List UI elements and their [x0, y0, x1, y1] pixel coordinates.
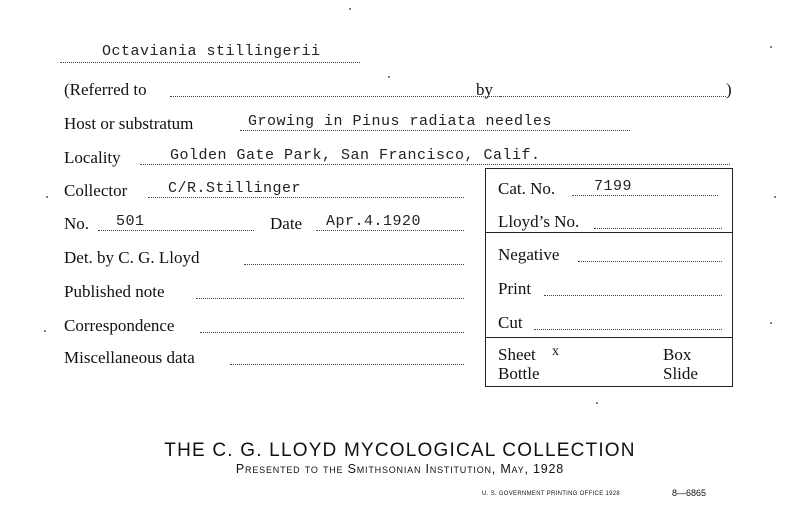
lloyd-line — [594, 228, 722, 229]
host-value: Growing in Pinus radiata needles — [248, 113, 553, 130]
by-line — [500, 96, 726, 97]
correspondence-line — [200, 332, 464, 333]
det-line — [244, 264, 464, 265]
printing-office-note: U. S. GOVERNMENT PRINTING OFFICE 1928 — [482, 491, 621, 497]
collector-value: C/R.Stillinger — [168, 180, 302, 197]
cut-label: Cut — [498, 313, 523, 332]
lloyd-label: Lloyd’s No. — [498, 212, 580, 231]
form-number: 8—6865 — [672, 488, 707, 498]
speck-5 — [770, 46, 772, 48]
print-line — [544, 295, 722, 296]
correspondence-label: Correspondence — [64, 316, 175, 335]
box-divider-2 — [486, 337, 732, 338]
close-paren: ) — [726, 80, 732, 99]
speck-6 — [774, 196, 776, 198]
host-label: Host or substratum — [64, 114, 194, 133]
collection-subtitle: Presented to the Smithsonian Institution, May, 1928 — [235, 462, 565, 476]
speck-4 — [44, 330, 46, 332]
collection-title: THE C. G. LLOYD MYCOLOGICAL COLLECTION — [164, 440, 636, 461]
speck-1 — [349, 8, 351, 10]
bottle-label: Bottle — [498, 364, 540, 383]
species-name: Octaviania stillingerii — [102, 43, 321, 60]
cat-label: Cat. No. — [498, 179, 556, 198]
published-label: Published note — [64, 282, 165, 301]
cut-line — [534, 329, 722, 330]
negative-label: Negative — [498, 245, 560, 264]
cat-value: 7199 — [594, 178, 633, 195]
published-line — [196, 298, 464, 299]
locality-value: Golden Gate Park, San Francisco, Calif. — [170, 147, 541, 164]
number-label: No. — [64, 214, 90, 233]
sheet-mark: x — [552, 344, 559, 359]
number-value: 501 — [116, 213, 145, 230]
negative-line — [578, 261, 722, 262]
slide-label: Slide — [663, 364, 698, 383]
collector-label: Collector — [64, 181, 128, 200]
referred-to-line — [170, 96, 526, 97]
speck-2 — [388, 76, 390, 78]
referred-to-label: (Referred to — [64, 80, 147, 99]
date-value: Apr.4.1920 — [326, 213, 422, 230]
misc-label: Miscellaneous data — [64, 348, 195, 367]
box-label: Box — [663, 345, 692, 364]
sheet-label: Sheet — [498, 345, 536, 364]
date-label: Date — [270, 214, 303, 233]
speck-3 — [46, 196, 48, 198]
speck-7 — [770, 322, 772, 324]
catalog-box — [485, 168, 733, 387]
misc-line — [230, 364, 464, 365]
det-label: Det. by C. G. Lloyd — [64, 248, 200, 267]
speck-8 — [596, 402, 598, 404]
print-label: Print — [498, 279, 532, 298]
locality-label: Locality — [64, 148, 121, 167]
by-label: by — [476, 80, 493, 99]
